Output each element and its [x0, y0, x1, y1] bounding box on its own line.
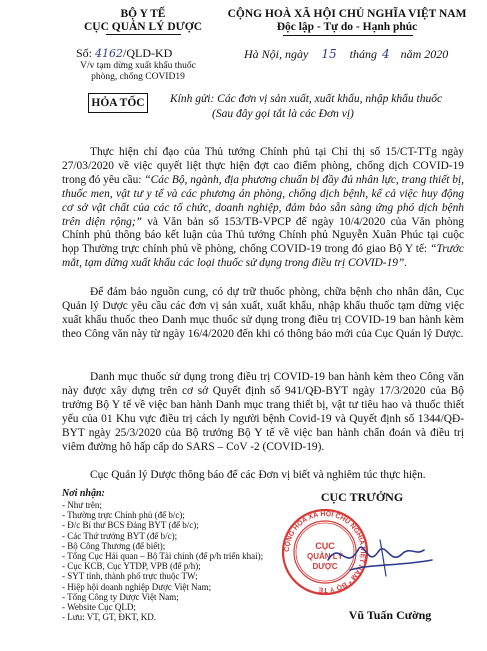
subject — [52, 61, 224, 82]
department-name: CỤC QUẢN LÝ DƯỢC — [83, 21, 203, 33]
recipient-item: - Tổng Công ty Dược Việt Nam; — [62, 591, 179, 602]
handwritten-signature — [320, 520, 440, 590]
recipients-list — [62, 488, 263, 622]
signer-title: CỤC TRƯỞNG — [320, 490, 404, 504]
date-prefix: Hà Nội, ngày — [244, 47, 309, 61]
date-year: năm 2020 — [400, 47, 449, 61]
ministry-name: BỘ Y TẾ — [120, 8, 166, 20]
recipient-item: - Tổng Cục Hải quan – Bộ Tài chính (để p/h triển khai); — [62, 551, 264, 562]
recipient-item: - Cục KCB, Cục YTDP, VPB (để p/h); — [62, 561, 201, 572]
date-month: 4 — [381, 47, 390, 61]
recipient-item: - Đ/c Bí thư BCS Đảng BYT (để b/c); — [62, 520, 199, 531]
recipient-item: - Lưu: VT, GT, ĐKT, KD. — [62, 612, 156, 623]
subject-line-1: V/v tạm dừng xuất khẩu thuốc — [80, 61, 196, 71]
recipient-item: - Thường trực Chính phủ (để b/c); — [62, 510, 185, 521]
number-label: Số: — [76, 46, 93, 60]
paragraph-1 — [62, 146, 464, 271]
svg-text:QUẢN LÝ: QUẢN LÝ — [307, 552, 343, 561]
recipient-item: - SYT tỉnh, thành phố trực thuộc TW; — [62, 571, 198, 582]
paragraph-3: Danh mục thuốc sử dụng trong điều trị COVID-19 ban hành kèm theo Công văn này được xây dựng trên cơ sở Quyết định số 941/QĐ-BYT ngày 17/3/2020 của Bộ trưởng Bộ Y tế về việc ban hành Danh mục trang thiết bị, vật tư tiêu hao và thuốc thiết yếu của 01 Khu vực điều trị cách ly người bệnh Covid-19 và Quyết định số 1344/QĐ-BYT ngày 25/3/2020 của Bộ trưởng Bộ Y tế về việc ban hành chẩn đoán và điều trị viêm đường hô hấp cấp do SARS – CoV -2 (COVID-19). — [62, 371, 464, 453]
subject-line-2: phòng, chống COVID19 — [91, 71, 185, 82]
number-suffix: /QLD-KD — [123, 46, 173, 60]
signer-name: Vũ Tuấn Cường — [348, 608, 432, 622]
p1-quote-2: “Trước mắt, tạm dừng xuất khẩu các loại thuốc sử dụng trong điều trị COVID-19”. — [62, 243, 464, 270]
p1-quote-1: “Các Bộ, ngành, địa phương chuẩn bị đầy đủ nhân lực, trang thiết bị, thuốc men, vật tư y tế và các phương án phòng, chống dịch bệnh, kể cả việc huy động cơ sở vật chất của các tổ chức, doanh nghiệp, đảm bảo sẵn sàng ứng phó dịch bệnh trên diện rộng;” — [62, 173, 464, 228]
document-number — [76, 46, 172, 61]
date-day: 15 — [321, 47, 337, 61]
paragraph-2: Để đảm bảo nguồn cung, có dự trữ thuốc phòng, chữa bệnh cho nhân dân, Cục Quản lý Dược yêu cầu các đơn vị sản xuất, xuất khẩu, nhập khẩu thuốc tạm dừng việc xuất khẩu thuốc theo Danh mục thuốc sử dụng trong điều trị COVID-19 ban hành kèm theo Công văn này từ ngày 16/4/2020 đến khi có thông báo mới của Cục Quản lý Dược. — [62, 286, 464, 340]
paragraph-4: Cục Quản lý Dược thông báo để các Đơn vị biết và nghiêm túc thực hiện. — [90, 469, 426, 481]
issue-date — [244, 47, 448, 62]
svg-text:DƯỢC: DƯỢC — [312, 562, 338, 571]
month-label: tháng — [349, 47, 377, 61]
stamp-ring-text: CỘNG HÒA XÃ HỘI CHỦ NGHĨA VIỆT NAM * BỘ Y TẾ — [283, 510, 367, 594]
svg-text:CỤC: CỤC — [315, 541, 335, 551]
recipients-title: Nơi nhận: — [62, 488, 105, 499]
addressee-line-1: Kính gửi: Các đơn vị sản xuất, xuất khẩu, nhập khẩu thuốc — [170, 93, 443, 105]
p1-middle: và Văn bản số 153/TB-VPCP để ngày 10/4/2020 của Văn phòng Chính phủ thông báo kết luận của Thủ tướng Chính phủ Nguyễn Xuân Phúc tại cuộc họp Thường trực chính phủ về phòng, chống COVID-19 trong đó giao Bộ Y tế: — [62, 215, 465, 256]
addressee-line-2: (Sau đây gọi tắt là các Đơn vị) — [212, 108, 354, 120]
national-motto: Độc lập - Tự do - Hạnh phúc — [276, 21, 418, 33]
header-right-divider — [283, 35, 413, 36]
recipient-item: - Hiệp hội doanh nghiệp Dược Việt Nam; — [62, 581, 212, 592]
p1-intro: Thực hiện chỉ đạo của Thủ tướng Chính phủ tại Chỉ thị số 15/CT-TTg ngày 27/03/2020 về việc quyết liệt thực hiện đợt cao điểm phòng, chống dịch COVID-19 trong đó yêu cầu: — [62, 146, 464, 186]
number-value: 4162 — [95, 47, 124, 60]
recipient-item: - Website Cục QLD; — [62, 602, 136, 613]
header-left-divider — [106, 34, 181, 35]
recipient-item: - Các Thứ trưởng BYT (để b/c); — [62, 530, 178, 541]
urgent-badge: HỎA TỐC — [88, 93, 148, 113]
recipient-item: - Bộ Công Thương (để biết); — [62, 540, 166, 551]
recipient-item: - Như trên; — [62, 500, 102, 510]
country-name: CỘNG HOÀ XÃ HỘI CHỦ NGHĨA VIỆT NAM — [227, 8, 467, 20]
